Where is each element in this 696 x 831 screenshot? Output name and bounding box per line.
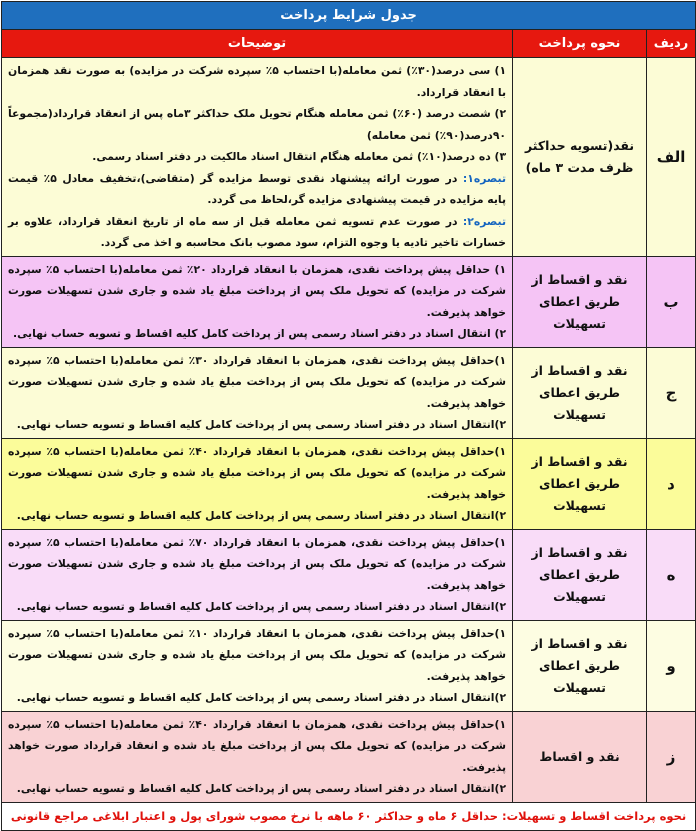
- payment-terms-table: [1, 1, 696, 831]
- payment-method: نقد و اقساط از طریق اعطای تسهیلات: [513, 529, 647, 620]
- table-header-row: [2, 30, 696, 58]
- note-1: [8, 168, 506, 211]
- table-row: [2, 620, 696, 711]
- description-line: ۲)انتقال اسناد در دفتر اسناد رسمی پس از پرداخت کامل کلیه اقساط و تسویه حساب نهایی.: [16, 691, 507, 704]
- note-2-label: تبصره۲:: [462, 214, 507, 228]
- description-line: ۲)انتقال اسناد در دفتر اسناد رسمی پس از پرداخت کامل کلیه اقساط و تسویه حساب نهایی.: [16, 418, 507, 431]
- description-line: ۱)حداقل پیش پرداخت نقدی، همزمان با انعقاد قرارداد ۴۰٪ ثمن معامله(با احتساب ۵٪ سپرده شرکت در مزایده) که تحویل ملک پس از پرداخت مبلغ یاد شده و جاری شدن تسهیلات صورت خواهد پذیرفت.: [8, 444, 507, 501]
- description-line: ۲)انتقال اسناد در دفتر اسناد رسمی پس از پرداخت کامل کلیه اقساط و تسویه حساب نهایی.: [16, 600, 507, 613]
- payment-method: نقد و اقساط: [513, 711, 647, 802]
- table-row: [2, 529, 696, 620]
- description-line: ۳) ده درصد(۱۰٪) ثمن معامله هنگام انتقال اسناد مالکیت در دفتر اسناد رسمی.: [92, 150, 507, 163]
- note-2: [8, 211, 506, 254]
- row-number: الف: [647, 58, 696, 257]
- header-row-number: ردیف: [647, 30, 696, 58]
- payment-method: نقد و اقساط از طریق اعطای تسهیلات: [513, 620, 647, 711]
- row-description: [2, 620, 513, 711]
- description-line: ۱)حداقل پیش پرداخت نقدی، همزمان با انعقاد قرارداد ۳۰٪ ثمن معامله(با احتساب ۵٪ سپرده شرکت در مزایده) که تحویل ملک پس از پرداخت مبلغ یاد شده و جاری شدن تسهیلات صورت خواهد پذیرفت.: [8, 353, 507, 410]
- note-2-text: در صورت عدم تسویه ثمن معامله قبل از سه ماه از تاریخ انعقاد قرارداد، علاوه بر خسارات تاخیر تادیه یا وجوه التزام، سود مصوب بانک محاسبه و اخذ می گردد.: [8, 214, 507, 249]
- description-line: ۱) سی درصد(۳۰٪) ثمن معامله(با احتساب ۵٪ سپرده شرکت در مزایده) به صورت نقد همزمان با انعقاد قرارداد.: [8, 64, 507, 99]
- note-1-label: تبصره۱:: [462, 171, 507, 185]
- payment-method: نقد(تسویه حداکثر ظرف مدت ۳ ماه): [513, 58, 647, 257]
- description-line: ۱)حداقل پیش پرداخت نقدی، همزمان با انعقاد قرارداد ۴۰٪ ثمن معامله(با احتساب ۵٪ سپرده شرکت در مزایده) که تحویل ملک پس از پرداخت مبلغ یاد شده و انعقاد قرارداد صورت خواهد پذیرفت.: [8, 717, 507, 774]
- payment-method: نقد و اقساط از طریق اعطای تسهیلات: [513, 256, 647, 347]
- row-number: ج: [647, 347, 696, 438]
- payment-terms-table-container: [1, 1, 695, 823]
- row-description: [2, 711, 513, 802]
- description-line: ۲) شصت درصد (۶۰٪) ثمن معامله هنگام تحویل ملک حداکثر ۳ماه پس از انعقاد قرارداد(مجموعاً ۹۰درصد(۹۰٪) ثمن معامله): [8, 107, 507, 142]
- row-number: ز: [647, 711, 696, 802]
- row-number: د: [647, 438, 696, 529]
- description-line: ۲) انتقال اسناد در دفتر اسناد رسمی پس از پرداخت کامل کلیه اقساط و تسویه حساب نهایی.: [12, 327, 507, 340]
- table-row: [2, 347, 696, 438]
- description-line: ۱) حداقل پیش پرداخت نقدی، همزمان با انعقاد قرارداد ۲۰٪ ثمن معامله(با احتساب ۵٪ سپرده شرکت در مزایده) که تحویل ملک پس از پرداخت مبلغ یاد شده و جاری شدن تسهیلات صورت خواهد پذیرفت.: [8, 262, 507, 319]
- header-payment-method: نحوه پرداخت: [513, 30, 647, 58]
- payment-method: نقد و اقساط از طریق اعطای تسهیلات: [513, 438, 647, 529]
- payment-method: نقد و اقساط از طریق اعطای تسهیلات: [513, 347, 647, 438]
- footer-note: نحوه پرداخت اقساط و تسهیلات: حداقل ۶ ماه و حداکثر ۶۰ ماهه با نرخ مصوب شورای پول و اعتبار ابلاغی مراجع قانونی: [2, 802, 696, 830]
- row-description: [2, 256, 513, 347]
- footer-row: [2, 802, 696, 830]
- description-line: ۲)انتقال اسناد در دفتر اسناد رسمی پس از پرداخت کامل کلیه اقساط و تسویه حساب نهایی.: [16, 509, 507, 522]
- table-title: جدول شرایط پرداخت: [2, 2, 696, 30]
- table-row: [2, 58, 696, 257]
- table-row: [2, 711, 696, 802]
- table-row: [2, 256, 696, 347]
- description-line: ۱)حداقل پیش پرداخت نقدی، همزمان با انعقاد قرارداد ۱۰٪ ثمن معامله(با احتساب ۵٪ سپرده شرکت در مزایده) که تحویل ملک پس از پرداخت مبلغ یاد شده و جاری شدن تسهیلات صورت خواهد پذیرفت.: [8, 626, 507, 683]
- row-description: [2, 529, 513, 620]
- note-1-text: در صورت ارائه پیشنهاد نقدی توسط مزایده گر (متقاضی)،تخفیف معادل ۵٪ قیمت پایه مزایده در قیمت پیشنهادی مزایده گر،لحاظ می گردد.: [8, 171, 507, 206]
- description-line: ۲)انتقال اسناد در دفتر اسناد رسمی پس از پرداخت کامل کلیه اقساط و تسویه حساب نهایی.: [16, 782, 507, 795]
- row-description: [2, 347, 513, 438]
- row-number: ه: [647, 529, 696, 620]
- row-description: [2, 58, 513, 257]
- table-title-row: [2, 2, 696, 30]
- row-number: ب: [647, 256, 696, 347]
- description-line: ۱)حداقل پیش پرداخت نقدی، همزمان با انعقاد قرارداد ۷۰٪ ثمن معامله(با احتساب ۵٪ سپرده شرکت در مزایده) که تحویل ملک پس از پرداخت مبلغ یاد شده و جاری شدن تسهیلات صورت خواهد پذیرفت.: [8, 535, 507, 592]
- header-description: توضیحات: [2, 30, 513, 58]
- table-row: [2, 438, 696, 529]
- row-number: و: [647, 620, 696, 711]
- row-description: [2, 438, 513, 529]
